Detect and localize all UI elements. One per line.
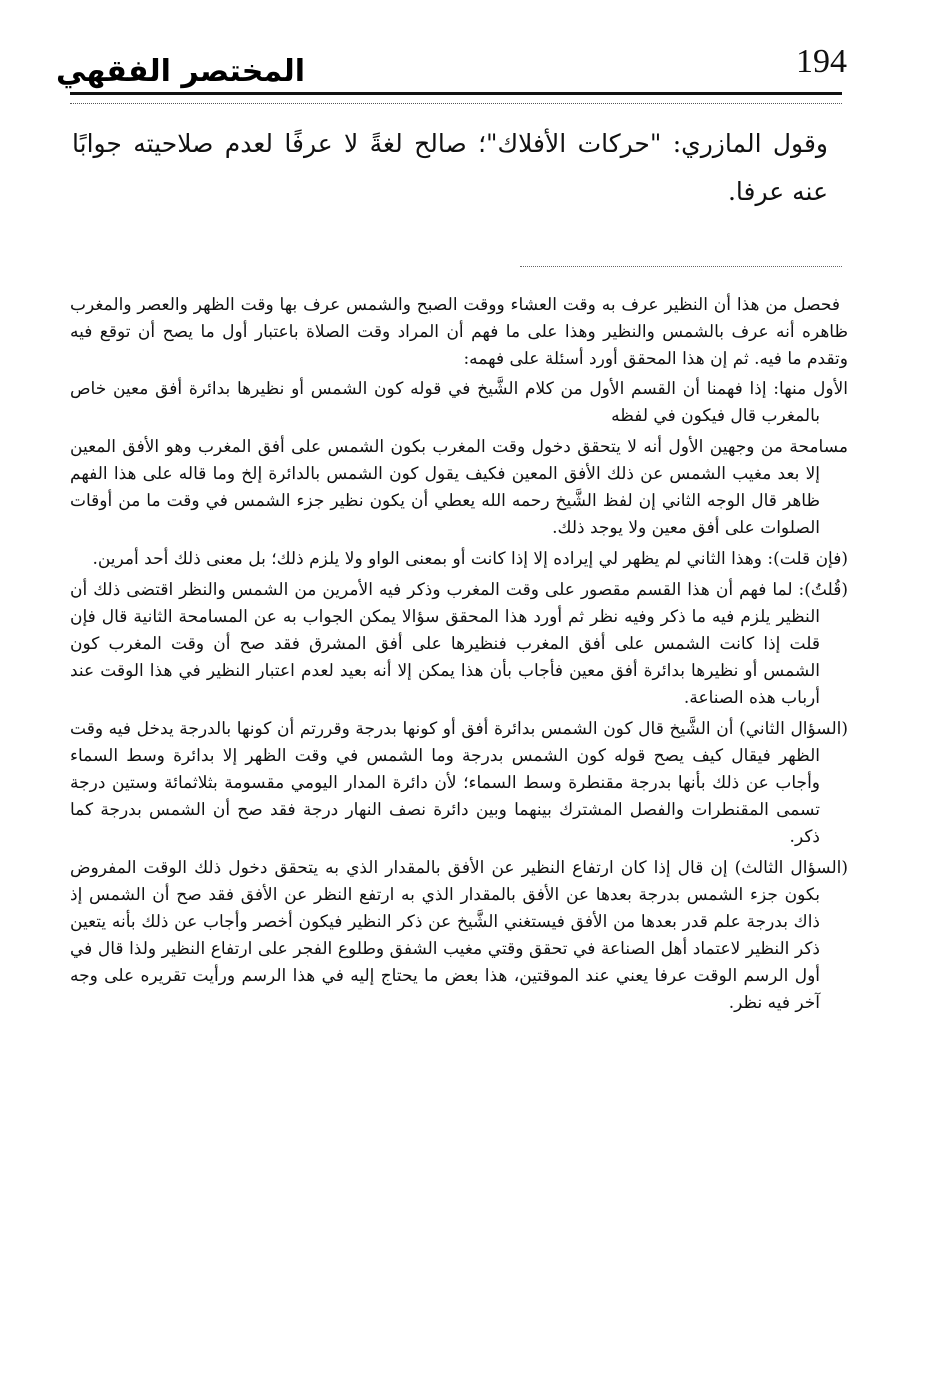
main-text: وقول المازري: "حركات الأفلاك"؛ صالح لغةً لا عرفًا لعدم صلاحيته جوابًا عنه عرفا. bbox=[72, 129, 828, 206]
commentary-paragraph: فحصل من هذا أن النظير عرف به وقت العشاء ووقت الصبح والشمس عرف بها وقت الظهر والعصر والمغرب ظاهره أنه عرف بالشمس والنظير وهذا على ما فهم أن المراد وقت الصلاة باعتبار أول ما يصح أن توقع فيه وتقدم ما فيه. ثم إن هذا المحقق أورد أسئلة على فهمه: bbox=[70, 295, 848, 369]
running-title: المختصر الفقهي bbox=[56, 54, 306, 89]
commentary-paragraph: (فإن قلت): وهذا الثاني لم يظهر لي إيراده إلا إذا كانت أو بمعنى الواو ولا يلزم ذلك؛ بل معنى ذلك أحد أمرين. bbox=[92, 549, 848, 569]
commentary-paragraph: (السؤال الثالث) إن قال إذا كان ارتفاع النظير عن الأفق بالمقدار الذي به يتحقق دخول ذلك الوقت المفروض بكون جزء الشمس بدرجة بعدها عن الأفق بالمقدار الذي به ارتفع النظر عن الأفق فقد صح أن الشمس إذ ذاك بدرجة علم قدر بعدها من الأفق فيستغني الشَّيخ عن ذكر النظير فيكون أخصر وأجاب عن ذلك بأنه يتعين ذكر النظير لاعتماد أهل الصناعة في تحقق وقتي مغيب الشفق وطلوع الفجر على ارتفاع النظير ولذا قال في أول الرسم الوقت عرفا يعني عند الموقتين، هذا بعض ما يحتاج إليه في هذا الرسم ورأيت تقريره على وجه آخر فيه نظر. bbox=[70, 858, 848, 1013]
commentary-paragraph: (السؤال الثاني) أن الشَّيخ قال كون الشمس بدائرة أفق أو كونها بدرجة وقررتم أن كونها بالدرجة يدخل فيه وقت الظهر فيقال كيف يصح قوله كون الشمس بدرجة وما الشمس في وقت الظهر إلا بدائرة وسط السماء وأجاب عن ذلك بأنها بدرجة مقنطرة وسط السماء؛ لأن دائرة المدار اليومي مقسومة بثلاثمائة وستين درجة تسمى المقنطرات والفصل المشترك بينهما وبين دائرة نصف النهار درجة فقد صح أن الشمس بدرجة كما ذكر. bbox=[70, 719, 848, 847]
commentary-paragraph: (قُلتُ): لما فهم أن هذا القسم مقصور على وقت المغرب وذكر فيه الأمرين من الشمس والنظر اقتضى ذلك أن النظير يلزم فيه ما ذكر وفيه نظر ثم أورد هذا المحقق سؤالا يمكن الجواب به عن المسامحة الثانية قال فإن قلت إذا كانت الشمس على أفق المغرب فنظيرها على أفق المشرق فقد صح أن وقت المغرب كون الشمس أو نظيرها بدائرة أفق معين فأجاب بأن هذا يمكن إلا أنه بعيد لعدم اعتبار النظير في هذا الوقت عند أرباب هذه الصناعة. bbox=[70, 580, 848, 708]
commentary-paragraph: الأول منها: إذا فهمنا أن القسم الأول من كلام الشَّيخ في قوله كون الشمس أو نظيرها بدائرة أفق معين خاص بالمغرب قال فيكون في لفظه bbox=[70, 379, 848, 426]
commentary-paragraph: مسامحة من وجهين الأول أنه لا يتحقق دخول وقت المغرب بكون الشمس على أفق المغرب وهو الأفق المعين إلا بعد مغيب الشمس عن ذلك الأفق المعين فكيف يقول كون الشمس بالدائرة إلخ وما قاله على هذا الفهم ظاهر قال الوجه الثاني إن لفظ الشَّيخ رحمه الله يعطي أن يكون نظير جزء الشمس في وقت ما من أوقات الصلوات على أفق معين ولا يوجد ذلك. bbox=[70, 437, 848, 538]
footnote-separator bbox=[520, 266, 842, 267]
page-number: 194 bbox=[796, 43, 847, 80]
commentary-block bbox=[70, 292, 848, 1021]
header-rule bbox=[70, 92, 842, 104]
